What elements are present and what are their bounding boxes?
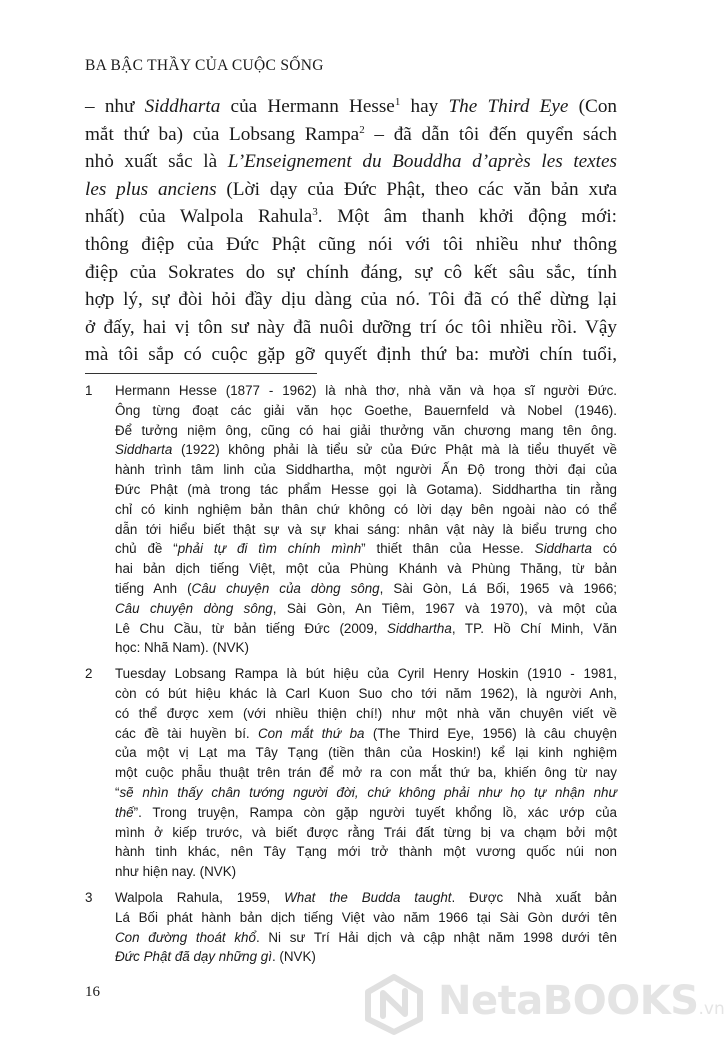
body-line: ở đấy, hai vị tôn sư này đã nuôi dưỡng trí óc tôi nhiều rồi. Vậy [85, 316, 617, 338]
footnote-line: tiếng Anh (Câu chuyện của dòng sông, Sài Gòn, Lá Bối, 1965 và 1966; [115, 580, 617, 596]
footnote-line: hành trình tâm linh của Siddhartha, một người Ấn Độ trong thời đại của [115, 462, 617, 478]
footnote-number: 3 [85, 889, 93, 905]
body-line: điệp của Sokrates do sự chính đáng, sự cô kết sâu sắc, tính [85, 261, 617, 283]
footnote-line: như hiện nay. (NVK) [115, 864, 237, 880]
footnote-ref: 3 [312, 206, 318, 219]
footnote-line: Walpola Rahula, 1959, What the Budda taught. Được Nhà xuất bản [115, 889, 617, 905]
body-line: les plus anciens (Lời dạy của Đức Phật, theo các văn bản xưa [85, 178, 617, 200]
footnote-line: dẫn tới hiểu biết thật sự và sự khai sáng: nhân vật này là biểu trưng cho [115, 521, 617, 537]
page-number: 16 [85, 984, 100, 1000]
footnote-line: có thể được xem (với nhiều thiện chí!) như một nhà văn chuyên viết về [115, 705, 617, 721]
body-paragraph [85, 93, 617, 369]
footnote-ref: 2 [359, 123, 365, 136]
footnote-line: Để tưởng niệm ông, cũng có hai giải thưởng văn chương mang tên ông. [115, 422, 617, 438]
watermark-text: NetaBOOKS.vn [438, 978, 725, 1024]
footnote-separator [85, 373, 317, 374]
body-line: nhỏ xuất sắc là L’Enseignement du Bouddha d’après les textes [85, 151, 617, 173]
footnote-line: Lá Bối phát hành bản dịch tiếng Việt vào năm 1966 tại Sài Gòn dưới tên [115, 909, 617, 925]
footnote-line: Câu chuyện dòng sông, Sài Gòn, An Tiêm, 1967 và 1970), và một của [115, 600, 618, 616]
body-line: hợp lý, sự đòi hỏi đầy dịu dàng của nó. Tôi đã có thể dừng lại [85, 289, 617, 311]
body-line: mắt thứ ba) của Lobsang Rampa$^2$ – đã dẫn tôi đến quyển sách [85, 123, 617, 145]
footnote-line: chủ đề “phải tự đi tìm chính mình” thiết thân của Hesse. Siddharta có [115, 541, 617, 557]
footnote-line: của một vị Lạt ma Tây Tạng (tiền thân của Hoskin!) kể lại kinh nghiệm [115, 745, 617, 761]
footnote-line: mình ở kiếp trước, và biết được rằng Trái đất từng bị va chạm bởi một [115, 824, 617, 840]
running-header: BA BẬC THẦY CỦA CUỘC SỐNG [85, 57, 324, 74]
footnote-line: Tuesday Lobsang Rampa là bút hiệu của Cyril Henry Hoskin (1910 - 1981, [115, 666, 617, 682]
footnote-line: Lê Chu Cầu, từ bản tiếng Đức (2009, Siddhartha, TP. Hồ Chí Minh, Văn [115, 620, 617, 636]
footnote-ref: 1 [394, 96, 401, 108]
footnote-line: chỉ có kinh nghiệm bản thân chứ không có lời dạy bên ngoài nào có thể [115, 501, 617, 517]
footnote-line: các đề tài huyền bí. Con mắt thứ ba (The Third Eye, 1956) là câu chuyện [115, 725, 617, 741]
footnote-line: Siddharta (1922) không phải là tiểu sử của Đức Phật mà là tiểu thuyết về [115, 442, 617, 458]
footnote-line: Ông từng đoạt các giải văn học Goethe, Bauernfeld và Nobel (1946). [115, 402, 617, 418]
netabooks-logo-icon [362, 974, 426, 1034]
footnote-line: hành tinh khác, nên Tây Tạng mới trở thành một vương quốc núi non [115, 844, 617, 860]
footnote-line: “sẽ nhìn thấy chân tướng người đời, chứ không phải như họ tự nhận như [115, 784, 617, 800]
footnote-number: 1 [85, 383, 93, 398]
body-line: – như Siddharta của Hermann Hesse$^1$ hay The Third Eye (Con [85, 96, 617, 117]
watermark [362, 974, 725, 1034]
footnote-1 [85, 381, 617, 658]
body-line: mà tôi sắp có cuộc gặp gỡ quyết định thứ ba: mười chín tuổi, [85, 344, 617, 366]
footnotes [85, 381, 617, 973]
footnote-line: còn có bút hiệu khác là Carl Kuon Suo cho tới năm 1962), là người Anh, [115, 685, 617, 701]
footnote-line: thế”. Trong truyện, Rampa còn gặp người tuyết khổng lồ, xác ướp của [115, 804, 617, 820]
footnote-line: Đức Phật đã dạy những gì. (NVK) [115, 949, 316, 965]
body-line: nhất) của Walpola Rahula$^3$. Một âm thanh khởi động mới: [85, 206, 617, 228]
footnote-line: hai bản dịch tiếng Việt, một của Phùng Khánh và Phùng Thăng, từ bản [115, 561, 617, 577]
footnote-number: 2 [85, 666, 93, 682]
footnote-line: Con đường thoát khổ. Ni sư Trí Hải dịch và cập nhật năm 1998 dưới tên [115, 929, 617, 945]
footnote-2 [85, 664, 617, 882]
footnote-line: một cuộc phẫu thuật trên trán để mở ra con mắt thứ ba, khiến ông từ nay [115, 765, 617, 781]
footnote-line: Đức Phật (mà trong tác phẩm Hesse gọi là Gotama). Siddhartha tin rằng [115, 481, 617, 497]
footnote-line: Hermann Hesse (1877 - 1962) là nhà thơ, nhà văn và họa sĩ người Đức. [115, 383, 617, 398]
body-line: thông điệp của Đức Phật cũng nói với tôi nhiều như thông [85, 233, 617, 255]
footnote-3 [85, 888, 617, 967]
footnote-line: học: Nhã Nam). (NVK) [115, 640, 249, 656]
